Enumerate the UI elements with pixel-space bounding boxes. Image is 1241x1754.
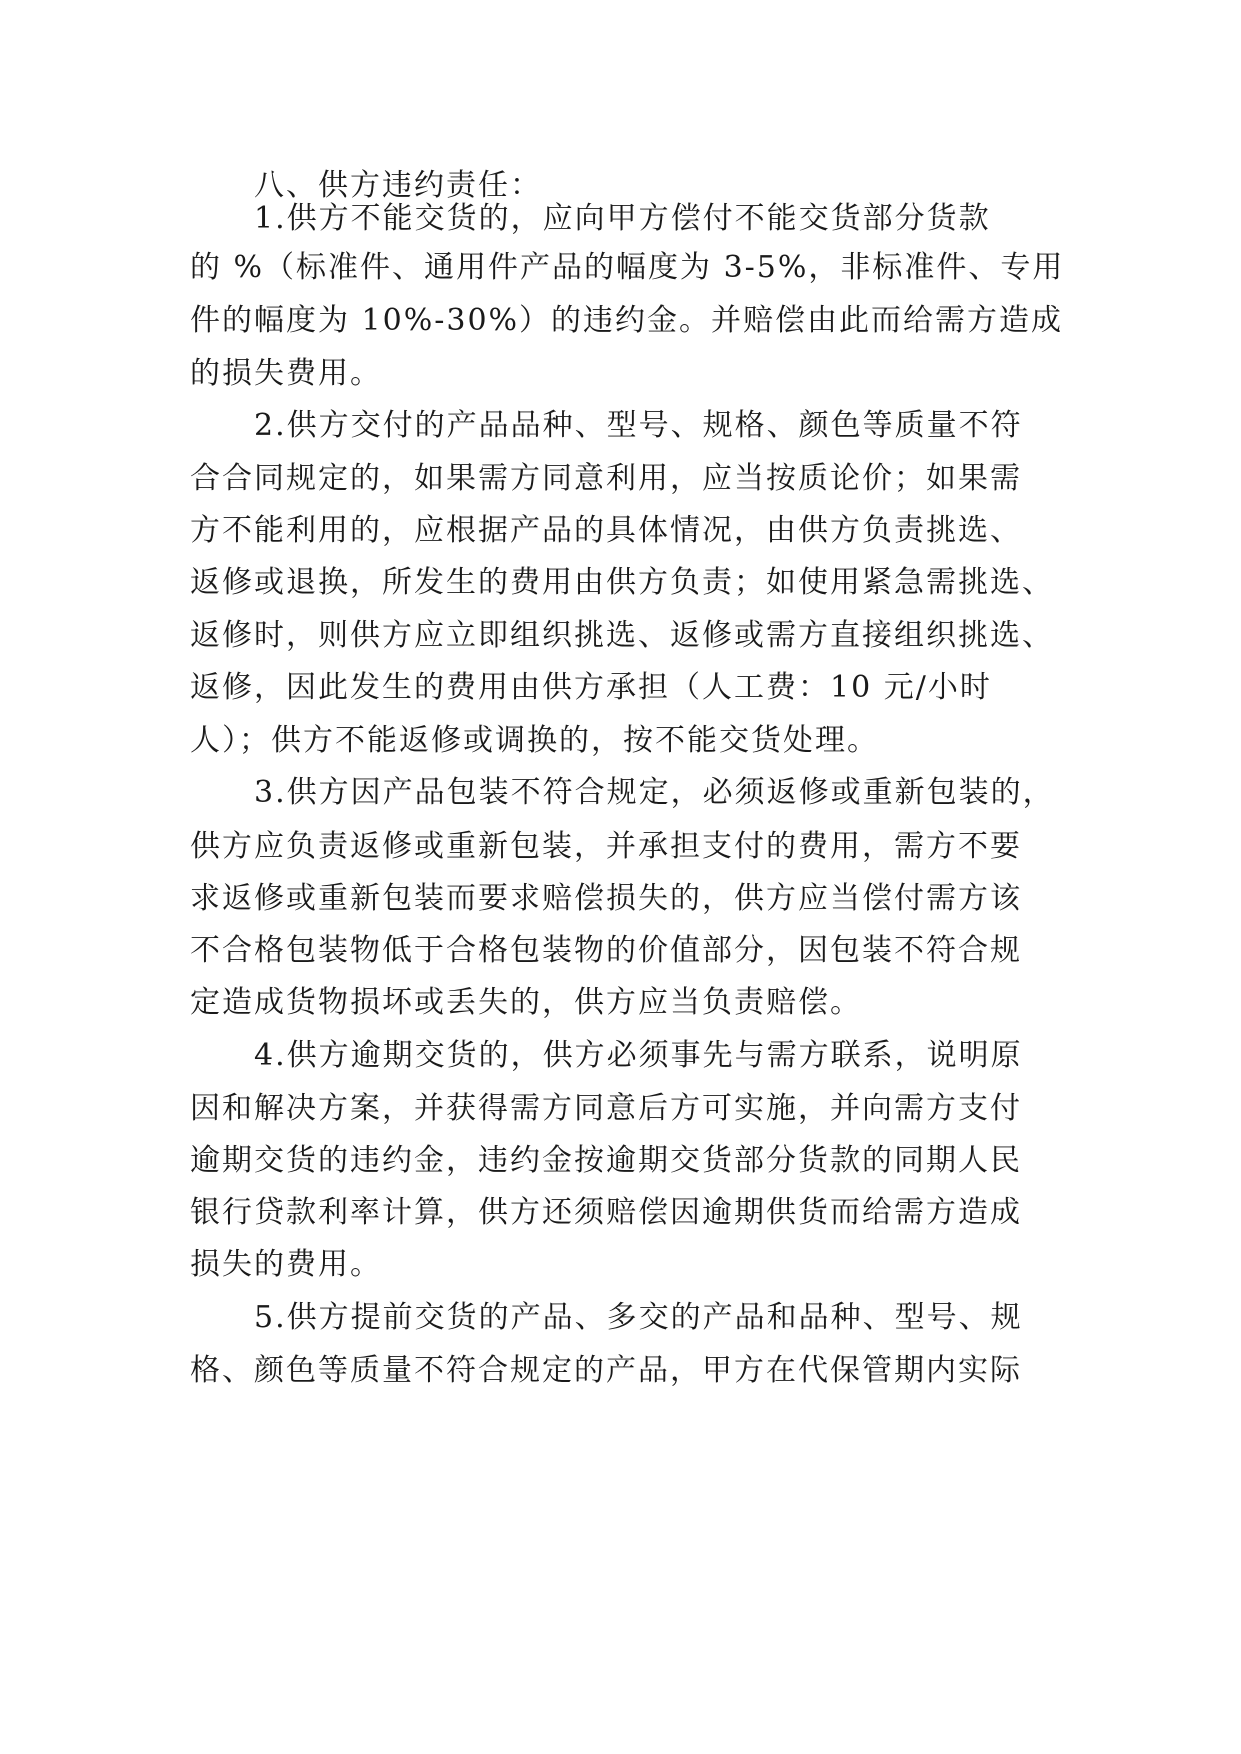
paragraph-5-line-2: 格、颜色等质量不符合规定的产品，甲方在代保管期内实际: [190, 1353, 1022, 1388]
paragraph-2-line-2: 合合同规定的，如果需方同意利用，应当按质论价；如果需: [190, 461, 1022, 496]
paragraph-2-line-6: 返修，因此发生的费用由供方承担（人工费：10 元/小时: [190, 670, 992, 705]
paragraph-2-line-4: 返修或退换，所发生的费用由供方负责；如使用紧急需挑选、: [190, 565, 1054, 600]
paragraph-2-line-1: 2.供方交付的产品品种、型号、规格、颜色等质量不符: [254, 408, 1023, 443]
paragraph-4-line-3: 逾期交货的违约金，违约金按逾期交货部分货款的同期人民: [190, 1143, 1022, 1178]
paragraph-1-line-1: 1.供方不能交货的，应向甲方偿付不能交货部分货款: [254, 201, 991, 236]
paragraph-1-line-4: 的损失费用。: [190, 356, 382, 391]
paragraph-3-line-2: 供方应负责返修或重新包装，并承担支付的费用，需方不要: [190, 829, 1022, 864]
paragraph-3-line-1: 3.供方因产品包装不符合规定，必须返修或重新包装的，: [254, 775, 1055, 810]
paragraph-1-line-3: 件的幅度为 10%-30%）的违约金。并赔偿由此而给需方造成: [190, 303, 1064, 338]
paragraph-5-line-1: 5.供方提前交货的产品、多交的产品和品种、型号、规: [254, 1300, 1023, 1335]
paragraph-3-line-4: 不合格包装物低于合格包装物的价值部分，因包装不符合规: [190, 933, 1022, 968]
paragraph-2-line-7: 人）；供方不能返修或调换的，按不能交货处理。: [190, 723, 879, 758]
paragraph-4-line-4: 银行贷款利率计算，供方还须赔偿因逾期供货而给需方造成: [190, 1195, 1022, 1230]
paragraph-1-line-2: 的 %（标准件、通用件产品的幅度为 3-5%，非标准件、专用: [190, 250, 1065, 285]
paragraph-4-line-5: 损失的费用。: [190, 1247, 382, 1282]
paragraph-4-line-1: 4.供方逾期交货的，供方必须事先与需方联系，说明原: [254, 1038, 1023, 1073]
paragraph-2-line-3: 方不能利用的，应根据产品的具体情况，由供方负责挑选、: [190, 513, 1022, 548]
section-heading: 八、供方违约责任：: [254, 168, 542, 203]
paragraph-3-line-5: 定造成货物损坏或丢失的，供方应当负责赔偿。: [190, 985, 862, 1020]
paragraph-3-line-3: 求返修或重新包装而要求赔偿损失的，供方应当偿付需方该: [190, 881, 1022, 916]
paragraph-4-line-2: 因和解决方案，并获得需方同意后方可实施，并向需方支付: [190, 1091, 1022, 1126]
paragraph-2-line-5: 返修时，则供方应立即组织挑选、返修或需方直接组织挑选、: [190, 618, 1054, 653]
